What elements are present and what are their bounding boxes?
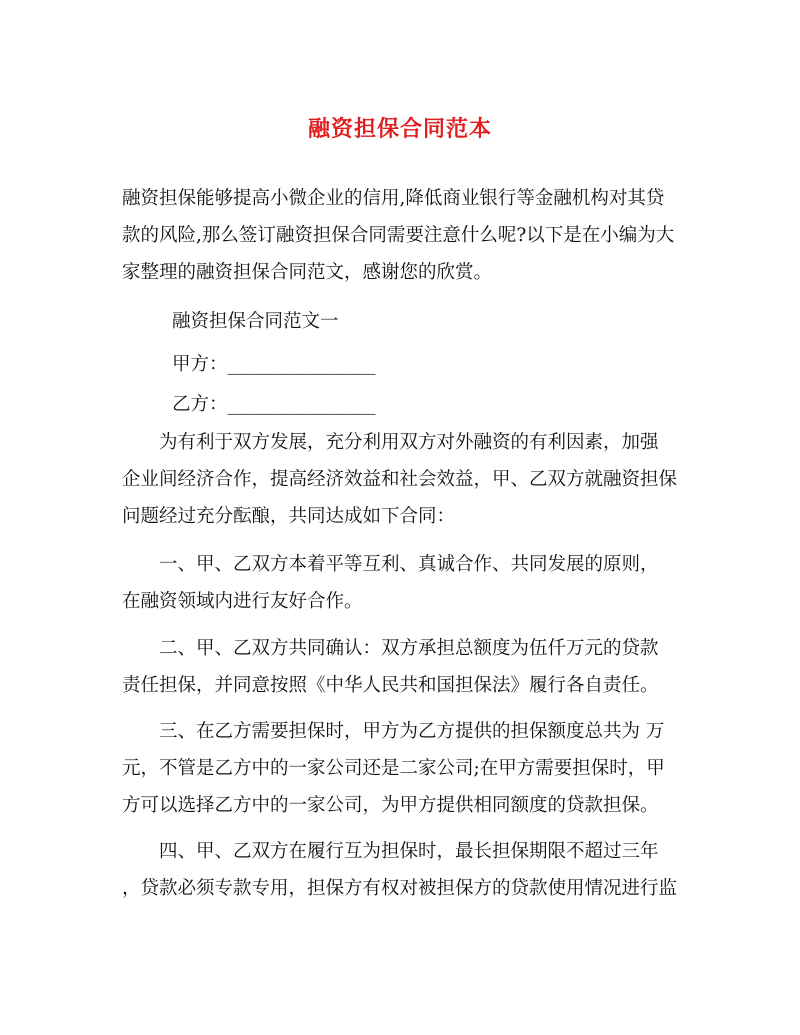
clause-2-paragraph [122,630,682,704]
text-line: 一、甲、乙双方本着平等互利、真诚合作、共同发展的原则， [122,554,659,575]
text-line: 企业间经济合作，提高经济效益和社会效益，甲、乙双方就融资担保 [122,469,678,490]
text-line: 元，不管是乙方中的一家公司还是二家公司;在甲方需要担保时，甲 [122,758,665,779]
preamble-paragraph [122,424,682,535]
party-a-line [172,346,732,383]
text-line: 二、甲、乙双方共同确认：双方承担总额度为伍仟万元的贷款 [122,638,659,659]
party-b-line [172,386,732,423]
page-title: 融资担保合同范本 [307,116,492,142]
text-line: 责任担保，并同意按照《中华人民共和国担保法》履行各自责任。 [122,675,659,696]
text-line: 为有利于双方发展，充分利用双方对外融资的有利因素，加强 [122,432,659,453]
party-b-text: 乙方：________________ [172,394,376,415]
intro-paragraph [122,180,682,291]
section-heading [172,303,732,340]
text-line: 在融资领域内进行友好合作。 [122,591,363,612]
clause-4-paragraph [122,833,682,907]
clause-3-paragraph [122,713,682,824]
text-line: 家整理的融资担保合同范文，感谢您的欣赏。 [122,262,493,283]
text-line: 方可以选择乙方中的一家公司，为甲方提供相同额度的贷款担保。 [122,795,659,816]
text-line: 三、在乙方需要担保时，甲方为乙方提供的担保额度总共为 万 [122,721,665,742]
text-line: 四、甲、乙双方在履行互为担保时，最长担保期限不超过三年 [122,841,659,862]
party-a-text: 甲方：________________ [172,354,376,375]
text-line: ，贷款必须专款专用，担保方有权对被担保方的贷款使用情况进行监 [122,878,678,899]
text-line: 款的风险,那么签订融资担保合同需要注意什么呢?以下是在小编为大 [122,225,675,246]
text-line: 融资担保能够提高小微企业的信用,降低商业银行等金融机构对其贷 [122,188,665,209]
clause-1-paragraph [122,546,682,620]
text-line: 问题经过充分酝酿，共同达成如下合同： [122,506,456,527]
section-heading-text: 融资担保合同范文一 [172,311,339,332]
